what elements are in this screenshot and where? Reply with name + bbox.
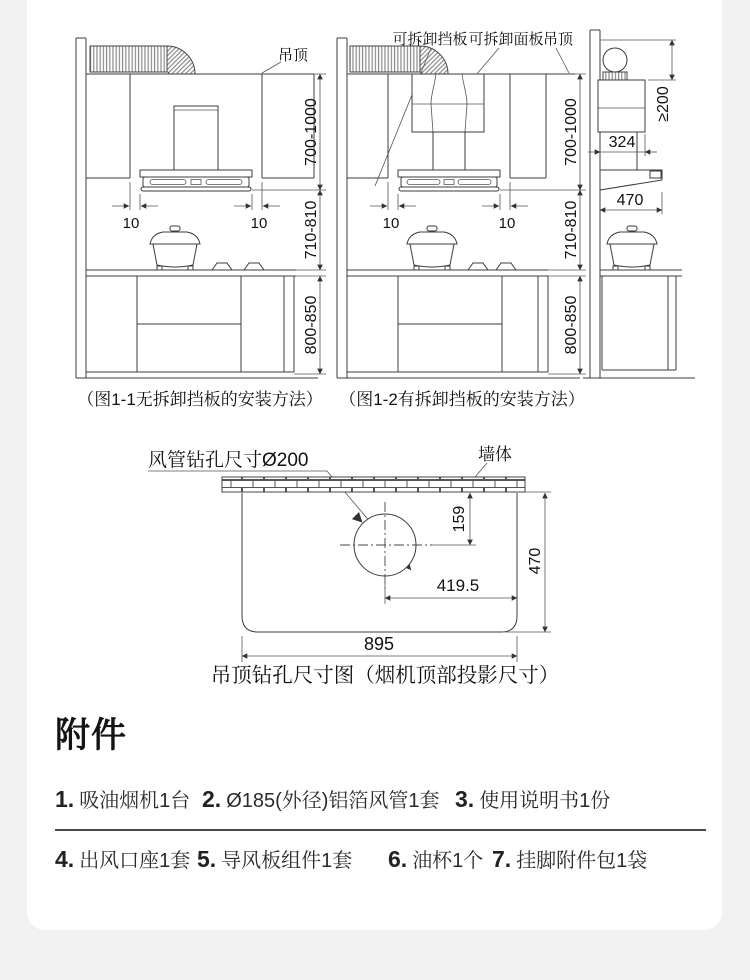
fig2-ceiling-label: 吊顶 [542, 31, 574, 48]
drill-template [148, 445, 559, 687]
item-text: 吸油烟机1台 [79, 790, 191, 812]
drill-hole-label: 风管钻孔尺寸Ø200 [148, 450, 309, 471]
fig1-gap-right: 10 [250, 215, 268, 232]
figure-1-2 [337, 30, 586, 409]
list-item [492, 844, 647, 873]
item-number: 2. [202, 786, 222, 812]
drill-dim-center-from-wall: 159 [451, 505, 468, 533]
drill-dim-center-to-edge: 419.5 [436, 576, 480, 595]
side-dim-top-depth: 324 [608, 134, 636, 151]
side-dim-hood-depth: 470 [616, 192, 644, 209]
fig2-caption: （图1-2有拆卸挡板的安装方法） [339, 390, 585, 409]
fig1-dim-hood-to-counter: 710-810 [303, 200, 320, 260]
figure-1-1 [76, 38, 326, 409]
drill-dim-depth: 470 [527, 547, 544, 575]
fig2-dim-hood-to-counter: 710-810 [563, 200, 580, 260]
fig1-ceiling-label: 吊顶 [277, 47, 309, 64]
item-number: 1. [55, 786, 75, 812]
accessories-title: 附件 [55, 716, 128, 755]
accessories-row-1 [0, 784, 750, 818]
side-dim-clearance: ≥200 [655, 86, 672, 122]
list-item [202, 784, 440, 813]
fig2-gap-right: 10 [498, 215, 516, 232]
item-text: 油杯1个 [412, 850, 484, 872]
fig1-caption: （图1-1无拆卸挡板的安装方法） [77, 390, 323, 409]
drill-wall-label: 墙体 [478, 445, 512, 464]
item-text: 出风口座1套 [79, 850, 191, 872]
fig1-gap-left: 10 [122, 215, 140, 232]
fig2-gap-left: 10 [382, 215, 400, 232]
fig1-dim-ceiling-to-hood: 700-1000 [303, 98, 320, 166]
item-text: Ø185(外径)铝箔风管1套 [226, 790, 440, 812]
list-item [388, 844, 483, 873]
item-text: 挂脚附件包1袋 [516, 850, 648, 872]
item-number: 4. [55, 846, 75, 872]
fig2-baffle-label: 可拆卸挡板 [392, 31, 468, 48]
accessories-divider [55, 829, 706, 831]
drill-caption: 吊顶钻孔尺寸图（烟机顶部投影尺寸） [210, 664, 560, 687]
side-view [583, 30, 695, 378]
accessories-row-2 [0, 844, 750, 878]
item-text: 使用说明书1份 [479, 790, 611, 812]
fig2-dim-ceiling-to-hood: 700-1000 [563, 98, 580, 166]
list-item [55, 844, 190, 873]
list-item [55, 784, 190, 813]
item-text: 导风板组件1套 [221, 850, 353, 872]
fig2-panel-label: 可拆卸面板 [468, 31, 544, 48]
item-number: 7. [492, 846, 512, 872]
item-number: 6. [388, 846, 408, 872]
drill-dim-width: 895 [363, 634, 395, 654]
list-item [455, 784, 610, 813]
item-number: 3. [455, 786, 475, 812]
item-number: 5. [197, 846, 217, 872]
fig1-dim-counter-height: 800-850 [303, 295, 320, 355]
fig2-dim-counter-height: 800-850 [563, 295, 580, 355]
list-item [197, 844, 352, 873]
